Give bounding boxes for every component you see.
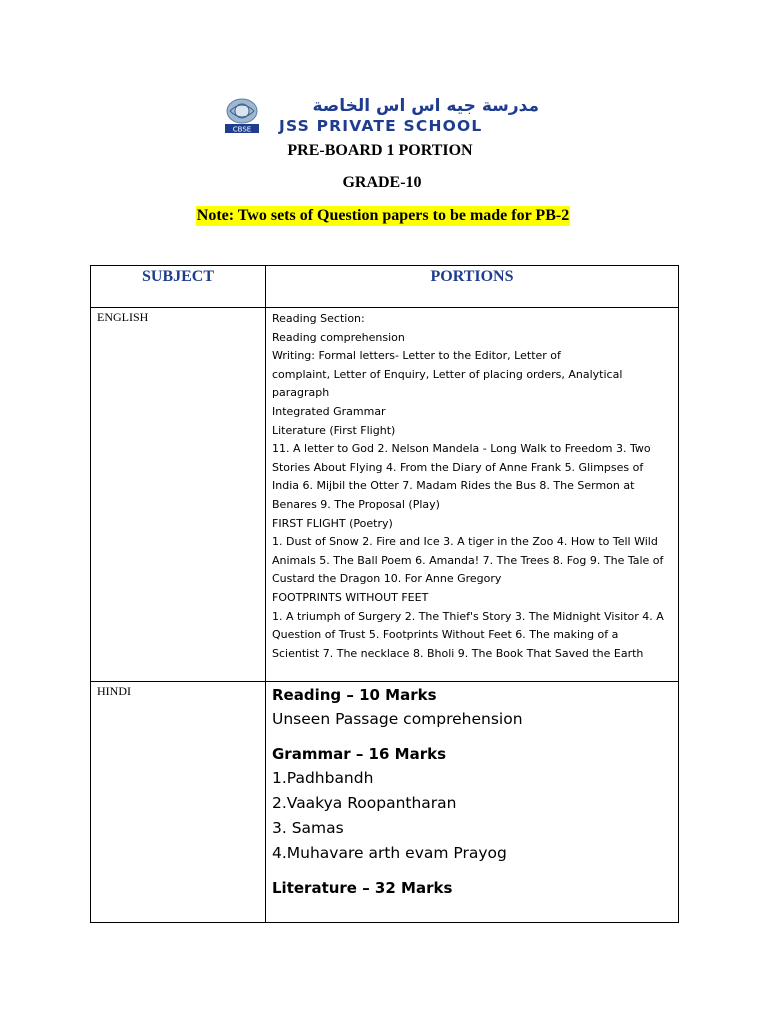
english-line: Literature (First Flight) xyxy=(272,423,396,437)
table-row-english xyxy=(91,308,679,682)
english-portions xyxy=(266,308,679,682)
school-emblem-icon xyxy=(222,97,266,135)
english-line: Stories About Flying 4. From the Diary of Anne Frank 5. Glimpses of xyxy=(272,460,644,474)
hindi-grammar-heading: Grammar – 16 Marks xyxy=(272,745,447,763)
table-row-hindi xyxy=(91,682,679,923)
hindi-grammar-item: 4.Muhavare arth evam Prayog xyxy=(272,844,507,862)
portions-table xyxy=(90,265,679,923)
english-line: complaint, Letter of Enquiry, Letter of placing orders, Analytical xyxy=(272,367,623,381)
english-line: FOOTPRINTS WITHOUT FEET xyxy=(272,590,429,604)
english-line: Animals 5. The Ball Poem 6. Amanda! 7. The Trees 8. Fog 9. The Tale of xyxy=(272,553,664,567)
english-line: paragraph xyxy=(272,386,330,400)
english-line: Reading Section: xyxy=(272,312,365,325)
emblem-caption: CBSE xyxy=(232,125,252,134)
hindi-literature-heading: Literature – 32 Marks xyxy=(272,879,453,897)
english-line: 11. A letter to God 2. Nelson Mandela - Long Walk to Freedom 3. Two xyxy=(272,442,651,456)
english-line: 1. A triumph of Surgery 2. The Thief's Story 3. The Midnight Visitor 4. A xyxy=(272,609,664,623)
portions-column-header: PORTIONS xyxy=(266,266,679,308)
english-line: Question of Trust 5. Footprints Without Feet 6. The making of a xyxy=(272,628,619,642)
table-header-row xyxy=(91,266,679,308)
subject-hindi: HINDI xyxy=(91,682,266,923)
hindi-reading-heading: Reading – 10 Marks xyxy=(272,686,437,704)
hindi-grammar-item: 2.Vaakya Roopantharan xyxy=(272,794,457,812)
school-logo xyxy=(222,97,542,137)
subject-column-header: SUBJECT xyxy=(91,266,266,308)
hindi-reading-item: Unseen Passage comprehension xyxy=(272,710,523,728)
school-name-arabic: مدرسة جيه اس اس الخاصة xyxy=(312,96,539,116)
hindi-portions xyxy=(266,682,679,923)
english-line: Integrated Grammar xyxy=(272,404,386,418)
hindi-grammar-item: 3. Samas xyxy=(272,819,344,837)
english-line: Reading comprehension xyxy=(272,330,405,344)
english-line: 1. Dust of Snow 2. Fire and Ice 3. A tiger in the Zoo 4. How to Tell Wild xyxy=(272,535,658,549)
english-line: Custard the Dragon 10. For Anne Gregory xyxy=(272,572,502,586)
school-name: JSS PRIVATE SCHOOL xyxy=(279,117,483,135)
highlighted-note: Note: Two sets of Question papers to be made for PB-2 xyxy=(196,207,570,224)
english-line: FIRST FLIGHT (Poetry) xyxy=(272,516,393,530)
subject-english: ENGLISH xyxy=(91,308,266,682)
english-line: Benares 9. The Proposal (Play) xyxy=(272,497,440,511)
grade-label: GRADE-10 xyxy=(342,174,422,191)
page-title: PRE-BOARD 1 PORTION xyxy=(287,142,473,159)
english-line: Writing: Formal letters- Letter to the Editor, Letter of xyxy=(272,349,561,363)
english-line: Scientist 7. The necklace 8. Bholi 9. The Book That Saved the Earth xyxy=(272,646,644,660)
english-line: India 6. Mijbil the Otter 7. Madam Rides the Bus 8. The Sermon at xyxy=(272,479,635,493)
hindi-grammar-item: 1.Padhbandh xyxy=(272,769,374,787)
